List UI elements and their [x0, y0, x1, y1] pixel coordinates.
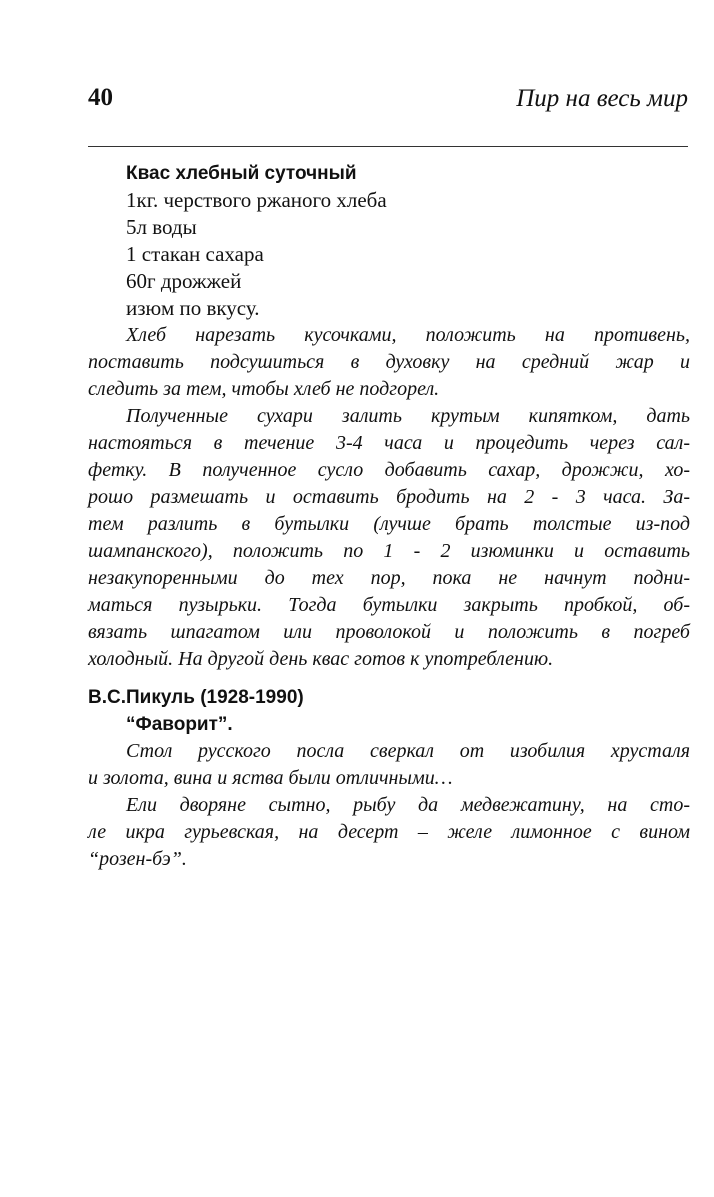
quote-line: Ели дворяне сытно, рыбу да медвежатину, на сто- [126, 794, 690, 816]
instruction-line: незакупоренными до тех пор, пока не начнут подни- [88, 567, 690, 589]
instruction-line: фетку. В полученное сусло добавить сахар, дрожжи, хо- [88, 459, 690, 481]
instruction-line: поставить подсушиться в духовку на средний жар и [88, 351, 690, 373]
running-title: Пир на весь мир [516, 85, 688, 112]
instruction-line: Полученные сухари залить крутым кипятком, дать [126, 405, 690, 427]
instruction-line: вязать шпагатом или проволокой и положить в погреб [88, 621, 690, 643]
instruction-line: холодный. На другой день квас готов к употреблению. [88, 648, 554, 670]
recipe-section [88, 160, 690, 673]
instruction-line: рошо размешать и оставить бродить на 2 - 3 часа. За- [88, 486, 690, 508]
instruction-line: маться пузырьки. Тогда бутылки закрыть пробкой, об- [88, 594, 690, 616]
page-number: 40 [88, 84, 113, 111]
ingredient-line: 5л воды [126, 215, 197, 239]
instruction-line: настояться в течение 3-4 часа и процедить через сал- [88, 432, 690, 454]
ingredient-line: 1кг. черствого ржаного хлеба [126, 188, 387, 212]
ingredient-line: изюм по вкусу. [126, 296, 260, 320]
quote-line: и золота, вина и яства были отличными… [88, 767, 453, 789]
instruction-line: следить за тем, чтобы хлеб не подгорел. [88, 378, 440, 400]
instruction-line: Хлеб нарезать кусочками, положить на противень, [126, 324, 690, 346]
header-rule [88, 146, 688, 147]
ingredient-line: 1 стакан сахара [126, 242, 264, 266]
ingredient-line: 60г дрожжей [126, 269, 242, 293]
recipe-title: Квас хлебный суточный [126, 163, 357, 184]
quote-line: Стол русского посла сверкал от изобилия хрусталя [126, 740, 690, 762]
quote-line: ле икра гурьевская, на десерт – желе лимонное с вином [88, 821, 690, 843]
quote-author: В.С.Пикуль (1928-1990) [88, 687, 304, 708]
quote-line: “розен-бэ”. [88, 848, 187, 870]
quote-section [88, 684, 690, 873]
instruction-line: шампанского), положить по 1 - 2 изюминки и оставить [88, 540, 690, 562]
instruction-line: тем разлить в бутылки (лучше брать толстые из-под [88, 513, 690, 535]
quote-work-title: “Фаворит”. [126, 714, 233, 735]
